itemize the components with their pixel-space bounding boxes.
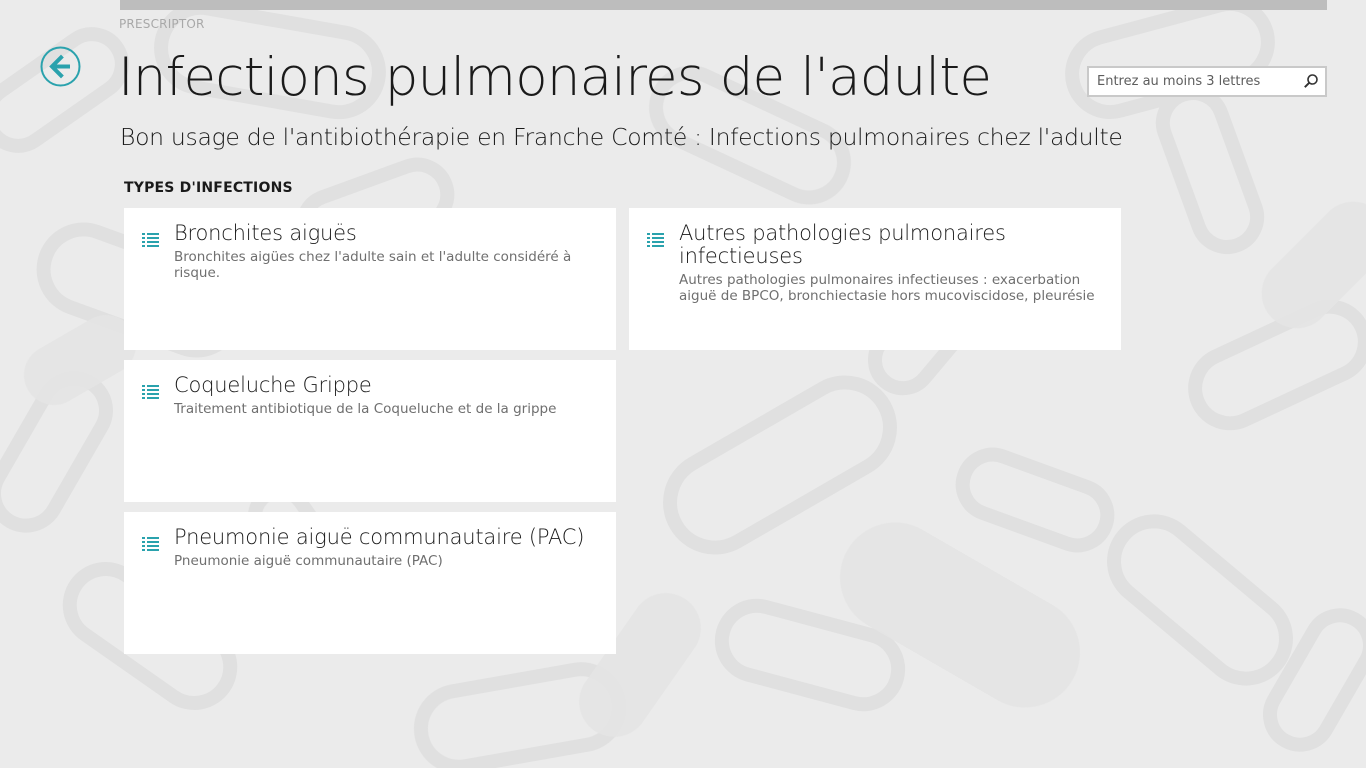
tile-pneumonie-pac[interactable]	[124, 512, 616, 654]
tile-title	[679, 222, 1107, 304]
list-icon	[142, 232, 160, 248]
tile-coqueluche-grippe[interactable]	[124, 360, 616, 502]
search-input[interactable]	[1089, 68, 1294, 95]
search-button[interactable]	[1299, 70, 1323, 93]
tile-title-text: Coqueluche Grippe	[174, 373, 372, 397]
tile-description: Traitement antibiotique de la Coqueluche et de la grippe	[174, 401, 557, 417]
list-icon	[142, 536, 160, 552]
tile-autres-pathologies[interactable]	[629, 208, 1121, 350]
back-arrow-icon	[40, 46, 81, 87]
tile-title-text: Bronchites aiguës	[174, 221, 357, 245]
tile-title-text: Pneumonie aiguë communautaire (PAC)	[174, 525, 585, 549]
back-button[interactable]	[40, 46, 81, 87]
search-box	[1087, 66, 1327, 97]
tile-title	[174, 374, 602, 417]
tile-title	[174, 526, 602, 569]
tile-bronchites-aigues[interactable]	[124, 208, 616, 350]
list-icon	[142, 384, 160, 400]
tile-title-text: Autres pathologies pulmonaires infectieuses	[679, 221, 1006, 268]
search-icon	[1303, 73, 1319, 89]
page-title: Infections pulmonaires de l'adulte	[118, 47, 992, 108]
page-subtitle: Bon usage de l'antibiothérapie en Franche Comté : Infections pulmonaires chez l'adulte	[120, 123, 1123, 151]
app-name-label: PRESCRIPTOR	[119, 17, 205, 31]
tile-description: Bronchites aigües chez l'adulte sain et l'adulte considéré à risque.	[174, 249, 572, 281]
top-progress-bar	[120, 0, 1327, 10]
tile-description: Pneumonie aiguë communautaire (PAC)	[174, 553, 443, 569]
tile-description: Autres pathologies pulmonaires infectieuses : exacerbation aiguë de BPCO, bronchiectasie hors mucoviscidose, pleurésie	[679, 272, 1095, 304]
list-icon	[647, 232, 665, 248]
tile-title	[174, 222, 602, 281]
section-header: TYPES D'INFECTIONS	[124, 180, 293, 196]
